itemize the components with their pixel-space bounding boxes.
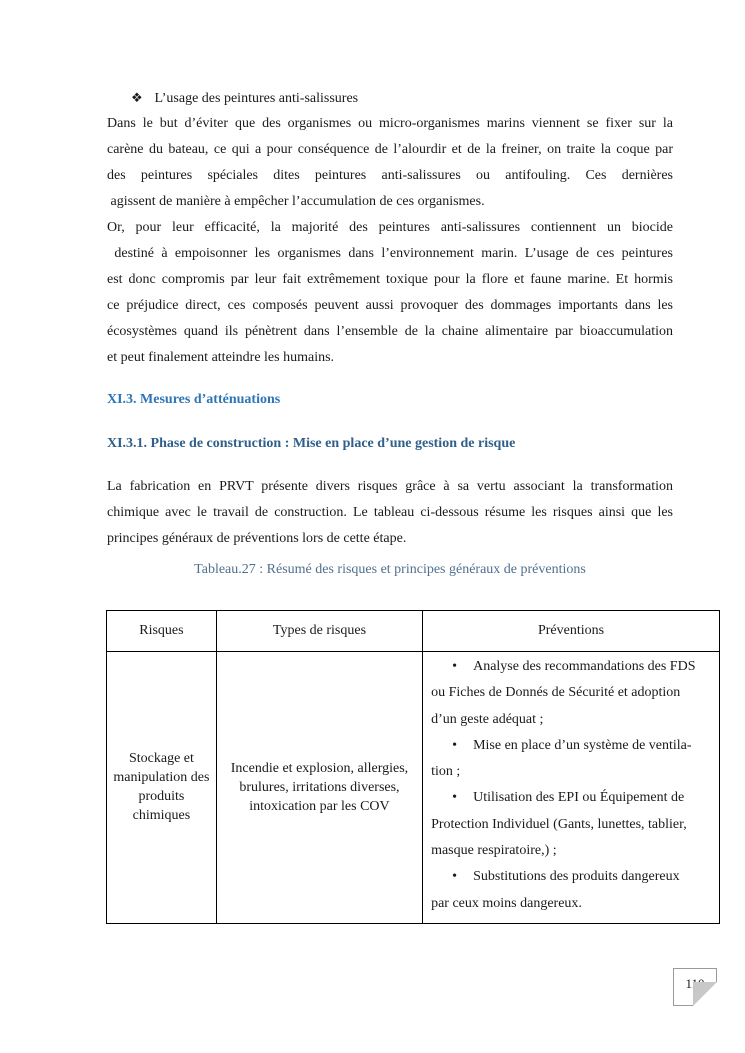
section-bullet-heading <box>131 88 358 109</box>
bullet-icon: • <box>452 737 458 753</box>
paragraph-line: chimique avec le travail de construction. Le tableau ci-dessous résume les risques ainsi que les <box>107 505 673 520</box>
paragraph-line: ce préjudice direct, ces composés peuvent aussi provoquer des dommages importants dans les <box>107 298 673 313</box>
header-types-de-risques: Types de risques <box>216 611 422 652</box>
header-preventions: Préventions <box>423 611 720 652</box>
cell-risk: Stockage et manipulation des produits chimiques <box>107 652 217 924</box>
header-risques: Risques <box>107 611 217 652</box>
bullet-icon: • <box>452 790 458 806</box>
bullet-heading-text: L’usage des peintures anti-salissures <box>154 91 359 106</box>
section-heading-xi3: XI.3. Mesures d’atténuations <box>107 392 281 407</box>
paragraph-line: et peut finalement atteindre les humains. <box>107 350 335 365</box>
bullet-icon: • <box>452 869 458 885</box>
prevention-item: • Mise en place d’un système de ventila- <box>431 733 711 759</box>
table-header-row <box>107 611 720 652</box>
cell-risk-types: Incendie et explosion, allergies, brulures, irritations diverses, intoxication par les COV <box>216 652 422 924</box>
diamond-bullet-icon: ❖ <box>131 90 143 105</box>
page-number: 110 <box>685 976 705 991</box>
table-caption: Tableau.27 : Résumé des risques et principes généraux de préventions <box>194 562 586 577</box>
paragraph-line: La fabrication en PRVT présente divers risques grâce à sa vertu associant la transformation <box>107 479 673 494</box>
page-fold-icon <box>693 982 717 1006</box>
section-heading-xi31: XI.3.1. Phase de construction : Mise en place d’une gestion de risque <box>107 436 516 451</box>
table-row <box>107 652 720 924</box>
page-number-box <box>673 968 717 1006</box>
prevention-item: • Utilisation des EPI ou Équipement de <box>431 785 711 811</box>
cell-preventions: • Analyse des recommandations des FDS ou Fiches de Donnés de Sécurité et adoption d’un geste adéquat ; • Mise en place d’un système de ventila- tion ; • Utilisation des EPI ou Équipement de Protection Individuel (Gants, lunettes, tablier, masque respiratoire,) ; • Substitutions des produits dangereux par ceux moins dangereux. <box>423 652 720 924</box>
paragraph-line: carène du bateau, ce qui a pour conséquence de l’alourdir et de la freiner, on traite la coque par <box>107 142 673 157</box>
paragraph-line: principes généraux de préventions lors de cette étape. <box>107 531 407 546</box>
paragraph-antifouling <box>107 111 673 371</box>
paragraph-line: destiné à empoisonner les organismes dans l’environnement marin. L’usage de ces peintures <box>107 246 673 261</box>
bullet-icon: • <box>452 659 458 674</box>
risk-table <box>106 610 720 924</box>
paragraph-line: des peintures spéciales dites peintures anti-salissures ou antifouling. Ces dernières <box>107 168 673 183</box>
paragraph-line: Dans le but d’éviter que des organismes ou micro-organismes marins viennent se fixer sur la <box>107 116 673 131</box>
paragraph-line: agissent de manière à empêcher l’accumulation de ces organismes. <box>107 194 485 209</box>
paragraph-line: Or, pour leur efficacité, la majorité des peintures anti-salissures contiennent un biocide <box>107 220 673 235</box>
prevention-item: • Analyse des recommandations des FDS <box>431 654 711 680</box>
paragraph-construction <box>107 474 673 552</box>
prevention-item: • Substitutions des produits dangereux <box>431 864 711 890</box>
paragraph-line: est donc compromis par leur fait extrêmement toxique pour la flore et faune marine. Et hormis <box>107 272 673 287</box>
paragraph-line: écosystèmes quand ils pénètrent dans l’ensemble de la chaine alimentaire par bioaccumulation <box>107 324 673 339</box>
